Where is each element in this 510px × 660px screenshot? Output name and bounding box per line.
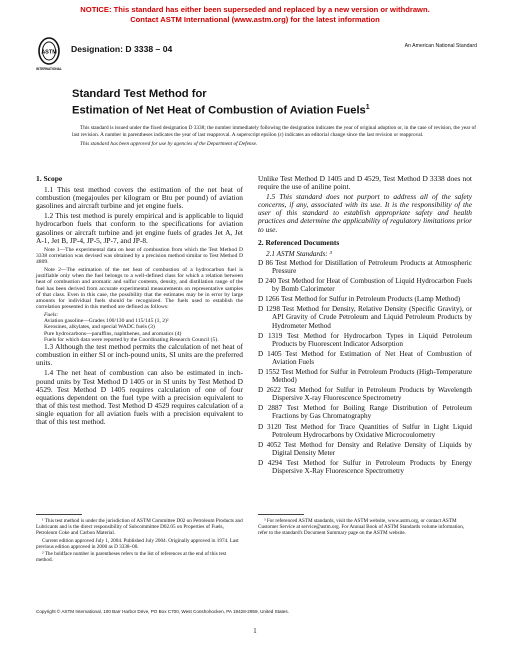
- title-line-2: Estimation of Net Heat of Combustion of Aviation Fuels$^1$: [72, 104, 370, 117]
- reference-item: D 1298 Test Method for Density, Relative Density (Specific Gravity), or API Gravity of Crude Petroleum and Liquid Petroleum Products by Hydrometer Method: [258, 305, 472, 330]
- footnotes-right: [258, 518, 472, 538]
- reference-item: D 2887 Test Method for Boiling Range Distribution of Petroleum Fractions by Gas Chromatography: [258, 404, 472, 421]
- reference-item: D 240 Test Method for Heat of Combustion of Liquid Hydrocarbon Fuels by Bomb Calorimeter: [258, 277, 472, 294]
- issue-statement: This standard is issued under the fixed designation D 3338; the number immediately following the designation indicates the year of original adoption or, in the case of revision, the year of last revision. A number in parentheses indicates the year of last reapproval. A superscript epsilon (ε) indicates an editorial change since the last revision or reapproval.: [72, 125, 477, 138]
- footnote-3: ³ For referenced ASTM standards, visit the ASTM website, www.astm.org, or contact ASTM Customer Service at service@astm.org. For Annual Book of ASTM Standards volume information, refer to the standard's Document Summary page on the ASTM website.: [258, 518, 465, 537]
- reference-item: D 1552 Test Method for Sulfur in Petroleum Products (High-Temperature Method): [258, 367, 472, 385]
- note-1: Note 1—The experimental data on heat of combustion from which the Test Method D 3338 correlation was devised was obtained by a precision method similar to Test Method D 4809.: [36, 246, 243, 266]
- reference-item: D 1319 Test Method for Hydrocarbon Types in Liquid Petroleum Products by Fluorescent Indicator Adsorption: [258, 331, 472, 348]
- page-number: 1: [253, 628, 257, 635]
- notes: [36, 247, 243, 343]
- para-1-3: 1.3 Although the test method permits the calculation of net heat of combustion in either SI or inch-pound units, SI units are the preferred units.: [36, 342, 243, 368]
- para-1-2: 1.2 This test method is purely empirical and is applicable to liquid hydrocarbon fuels that conform to the specifications for aviation gasolines or aircraft turbine and jet engine fuels of grades Jet A, Jet A-1, Jet B, JP-4, JP-5, JP-7, and JP-8.: [36, 211, 243, 245]
- para-1-5: 1.5 This standard does not purport to address all of the safety concerns, if any, associated with its use. It is the responsibility of the user of this standard to establish appropriate safety and health practices and determine the applicability of regulatory limitations prior to use.: [258, 192, 472, 234]
- reference-item: D 3120 Test Method for Trace Quantities of Sulfur in Light Liquid Petroleum Hydrocarbons by Oxidative Microcoulometry: [258, 422, 472, 439]
- fuels-list: [36, 312, 243, 343]
- svg-text:ASTM: ASTM: [41, 49, 57, 56]
- footnote-divider-left: [36, 514, 82, 515]
- designation: Designation: D 3338 – 04: [71, 44, 173, 54]
- notice-line-1: NOTICE: This standard has either been superseded and replaced by a new version or withdrawn.: [80, 5, 430, 14]
- reference-item: D 4052 Test Method for Density and Relative Density of Liquids by Digital Density Meter: [258, 440, 472, 457]
- notice-line-2: Contact ASTM International (www.astm.org) for the latest information: [130, 14, 380, 24]
- copyright-line: Copyright © ASTM International, 100 Barr Harbor Drive, PO Box C700, West Conshohocken, PA 19428-2959, United States.: [36, 609, 289, 614]
- reference-item: D 2622 Test Method for Sulfur in Petroleum Products by Wavelength Dispersive X-ray Fluorescence Spectrometry: [258, 386, 472, 403]
- withdrawal-notice: [0, 5, 510, 24]
- reference-item: D 86 Test Method for Distillation of Petroleum Products at Atmospheric Pressure: [258, 258, 472, 275]
- para-1-4: 1.4 The net heat of combustion can also be estimated in inch-pound units by Test Method D 1405 or in SI units by Test Method D 4529. Test Method D 1405 requires calculation of one of four equations dependent on the fuel type with a precision equivalent to that of this test method. Test Method D 4529 requires calculation of a single equation for all aviation fuels with a precision equivalent to that of this test method.: [36, 368, 243, 427]
- footnote-2: ² The boldface number in parentheses refers to the list of references at the end of this test method.: [36, 551, 227, 564]
- defense-approval: This standard has been approved for use by agencies of the Department of Defense.: [80, 141, 258, 148]
- american-national-standard-label: An American National Standard: [404, 43, 477, 49]
- reference-item: D 4294 Test Method for Sulfur in Petroleum Products by Energy Dispersive X-Ray Fluorescence Spectrometry: [258, 458, 472, 475]
- footnote-divider-right: [258, 514, 304, 515]
- right-column: [258, 175, 472, 477]
- reference-item: D 1266 Test Method for Sulfur in Petroleum Products (Lamp Method): [258, 295, 461, 304]
- svg-text:INTERNATIONAL: INTERNATIONAL: [36, 67, 62, 71]
- fuel-item: Aviation gasoline—Grades 100/130 and 115/145 (1, 2)²: [44, 318, 169, 325]
- document-title: [72, 88, 370, 118]
- para-continued: Unlike Test Method D 1405 and D 4529, Test Method D 3338 does not require the use of aniline point.: [258, 174, 472, 192]
- footnote-1b: Current edition approved July 1, 2004. Published July 2004. Originally approved in 1974. Last previous edition approved in 2000 as D 3338–00.: [36, 537, 239, 550]
- reference-item: D 1405 Test Method for Estimation of Net Heat of Combustion of Aviation Fuels: [258, 349, 472, 366]
- footnotes-left: [36, 518, 243, 564]
- fuel-item: Kerosines, alkylates, and special WADC fuels (3): [44, 324, 155, 331]
- footnote-1: ¹ This test method is under the jurisdiction of ASTM Committee D02 on Petroleum Products and Lubricants and is the direct responsibility of Subcommittee D02.05 on Properties of Fuels, Petroleum Coke and Carbon Material.: [36, 518, 243, 537]
- scope-heading: 1. Scope: [36, 174, 63, 183]
- fuel-item: Fuels for which data were reported by the Coordinating Research Council (5).: [44, 336, 219, 343]
- astm-logo: [38, 37, 60, 75]
- left-column: [36, 175, 243, 428]
- title-line-1: Standard Test Method for: [72, 88, 207, 100]
- referenced-documents-list: [258, 250, 472, 475]
- astm-standards-subheading: 2.1 ASTM Standards: ³: [266, 249, 332, 258]
- para-1-1: 1.1 This test method covers the estimation of the net heat of combustion (megajoules per kilogram or Btu per pound) of aviation gasolines and aircraft turbine and jet engine fuels.: [36, 185, 243, 211]
- note-2: Note 2—The estimation of the net heat of combustion of a hydrocarbon fuel is justifiable only when the fuel belongs to a well-defined class for which a relation between heat of combustion and aromatic and sulfur contents, density, and distillation range of the fuel has been derived from accurate experimental measurements on representative samples of that class. Even in this case, the possibility that the estimates may be in error by large amounts for individual fuels should be recognized. The fuels used to establish the correlation presented in this method are defined as follows:: [36, 266, 243, 311]
- fuel-item: Pure hydrocarbons—paraffins, naphthenes, and aromatics (4): [44, 330, 182, 337]
- fuels-label: Fuels:: [44, 311, 59, 318]
- referenced-documents-heading: 2. Referenced Documents: [258, 237, 340, 247]
- issuance-note: [72, 125, 477, 151]
